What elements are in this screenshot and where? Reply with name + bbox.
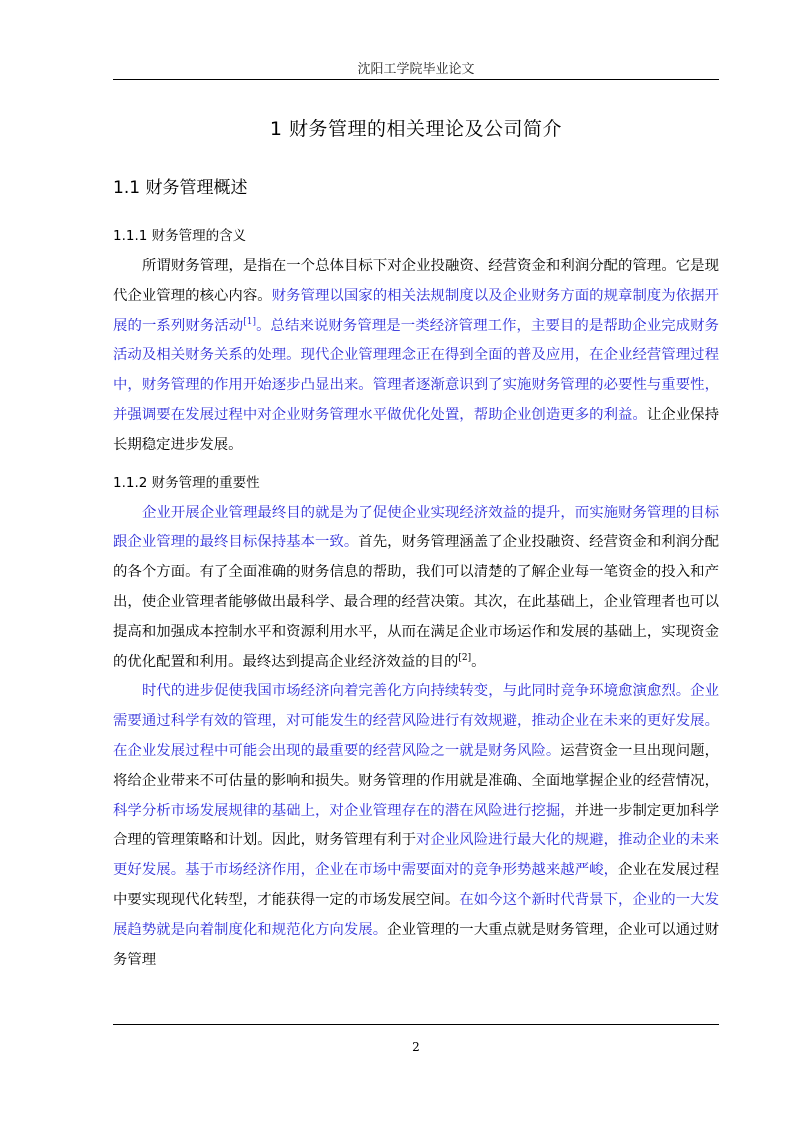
page-number: 2 xyxy=(412,1040,420,1054)
citation-ref: [1] xyxy=(243,316,256,327)
text-run: 让企业保持长期稳定进步发展。 xyxy=(113,406,719,453)
text-run: 企业开展企业管理最终目的就是为了促使企业实现经济效益的提升，而实施财务管理的目标跟企业管理的最终目标保持基本一致。 xyxy=(113,504,719,551)
chapter-title: 1 财务管理的相关理论及公司简介 xyxy=(269,118,563,140)
text-run: 。总结来说财务管理是一类经济管理工作，主要目的是帮助企业完成财务活动及相关财务关系的处理。现代企业管理理念正在得到全面的普及应用，在企业经营管理过程中，财务管理的作用开始逐步凸显出来。管理者逐渐意识到了实施财务管理的必要性与重要性，并强调要在发展过程中对企业财务管理水平做优化处置，帮助企业创造更多的利益。 xyxy=(113,317,719,423)
text-run: 所谓财务管理，是指在一个总体目标下对企业投融资、经营资金和利润分配的管理。它是现代企业管理的核心内容。 xyxy=(113,258,719,304)
text-run: 科学分析市场发展规律的基础上，对企业管理存在的潜在风险进行挖掘， xyxy=(113,802,575,819)
subsection-title-meaning: 1.1.1 财务管理的含义 xyxy=(113,228,247,244)
footer-rule xyxy=(113,1024,719,1025)
text-run: 首先，财务管理涵盖了企业投融资、经营资金和利润分配的各个方面。有了全面准确的财务信息的帮助，我们可以清楚的了解企业每一笔资金的投入和产出，使企业管理者能够做出最科学、最合理的经营决策。其次，在此基础上，企业管理者也可以提高和加强成本控制水平和资源利用水平，从而在满足企业市场运作和发展的基础上，实现资金的优化配置和利用。最终达到提高企业经济效益的目的 xyxy=(113,534,719,670)
text-run: 。 xyxy=(471,653,486,670)
text-run: 企业管理的一大重点就是财务管理，企业可以通过财务管理 xyxy=(113,921,719,968)
text-run: 在如今这个新时代背景下，企业的一大发展趋势就是向着制度化和规范化方向发展。 xyxy=(113,891,719,938)
running-header: 沈阳工学院毕业论文 xyxy=(357,62,475,77)
page-body xyxy=(113,114,719,975)
header-rule xyxy=(113,79,719,80)
text-run: 对企业风险进行最大化的规避，推动企业的未来更好发展。基于市场经济作用，企业在市场中需要面对的竞争形势越来越严峻， xyxy=(113,832,719,879)
subsection-title-importance: 1.1.2 财务管理的重要性 xyxy=(113,474,260,491)
paragraph-importance-2 xyxy=(113,677,719,975)
paragraph-meaning xyxy=(113,252,719,461)
section-title: 1.1 财务管理概述 xyxy=(113,178,248,198)
text-run: 并进一步制定更加科学合理的管理策略和计划。因此，财务管理有利于 xyxy=(113,802,719,849)
paragraph-importance-1 xyxy=(113,499,719,678)
text-run: 企业在发展过程中要实现现代化转型，才能获得一定的市场发展空间。 xyxy=(113,862,719,908)
text-run: 财务管理以国家的相关法规制度以及企业财务方面的规章制度为依据开展的一系列财务活动 xyxy=(113,287,719,334)
text-run: 时代的进步促使我国市场经济向着完善化方向持续转变，与此同时竞争环境愈演愈烈。企业需要通过科学有效的管理，对可能发生的经营风险进行有效规避，推动企业在未来的更好发展。在企业发展过程中可能会出现的最重要的经营风险之一就是财务风险。 xyxy=(113,683,719,759)
text-run: 运营资金一旦出现问题，将给企业带来不可估量的影响和损失。财务管理的作用就是准确、全面地掌握企业的经营情况， xyxy=(113,742,719,789)
citation-ref: [2] xyxy=(458,652,472,663)
